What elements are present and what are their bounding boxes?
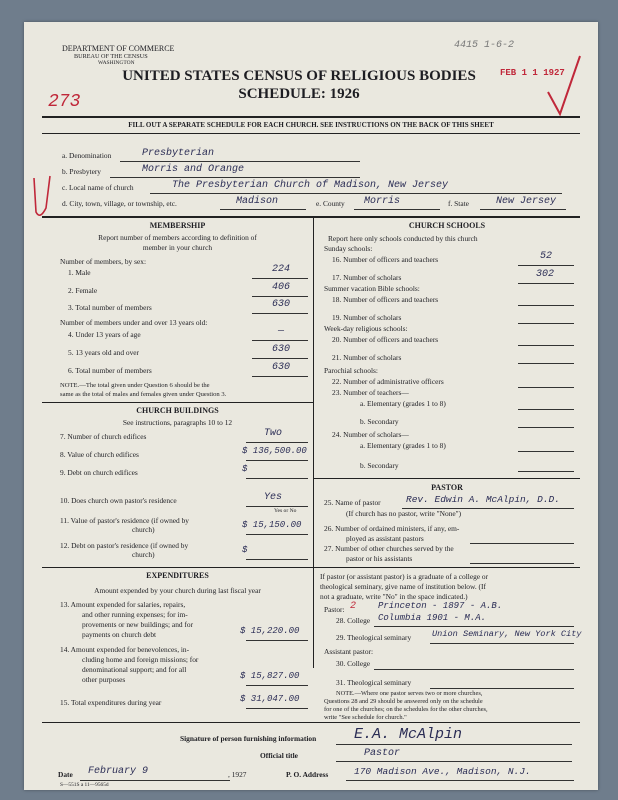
q12-label-cont: church) bbox=[132, 550, 155, 559]
q10-label: 10. Does church own pastor's residence bbox=[60, 496, 177, 505]
local-name-label: c. Local name of church bbox=[62, 183, 134, 192]
q14-benevolences-value: $ 15,827.00 bbox=[240, 671, 300, 681]
census-schedule-sheet bbox=[24, 22, 598, 790]
q4-label: 4. Under 13 years of age bbox=[68, 330, 141, 339]
q1-label: 1. Male bbox=[68, 268, 91, 277]
schedule-title: SCHEDULE: 1926 bbox=[238, 86, 360, 102]
q11-label: 11. Value of pastor's residence (if owned by bbox=[60, 516, 189, 525]
q14-label: 14. Amount expended for benevolences, in- bbox=[60, 645, 190, 654]
q13-label: 13. Amount expended for salaries, repairs, bbox=[60, 600, 186, 609]
q1-male-value: 224 bbox=[272, 264, 291, 275]
department-label: DEPARTMENT OF COMMERCE bbox=[62, 44, 175, 53]
membership-title: MEMBERSHIP bbox=[149, 221, 206, 230]
q16-label: 16. Number of officers and teachers bbox=[332, 255, 439, 264]
pastor-title: PASTOR bbox=[431, 483, 463, 492]
parochial-schools-label: Parochial schools: bbox=[324, 366, 378, 375]
q25-label: 25. Name of pastor bbox=[324, 498, 381, 507]
schools-title: CHURCH SCHOOLS bbox=[408, 221, 486, 230]
q26-label-cont: ployed as assistant pastors bbox=[346, 534, 424, 543]
weekday-schools-label: Week-day religious schools: bbox=[324, 324, 408, 333]
q12-label: 12. Debt on pastor's residence (if owned by bbox=[60, 541, 189, 550]
signature-value: E.A. McAlpin bbox=[354, 726, 463, 743]
expenditures-subtitle: Amount expended by your church during last fiscal year bbox=[94, 586, 261, 595]
form-title: UNITED STATES CENSUS OF RELIGIOUS BODIES bbox=[122, 68, 476, 84]
po-address-value: 170 Madison Ave., Madison, N.J. bbox=[354, 766, 531, 777]
check-mark-icon bbox=[544, 52, 584, 122]
membership-intro-2: member in your church bbox=[142, 243, 213, 252]
pastor-note-2: Questions 28 and 29 should be answered only on the schedule bbox=[324, 698, 483, 705]
q22-label: 22. Number of administrative officers bbox=[332, 377, 444, 386]
q8-label: 8. Value of church edifices bbox=[60, 450, 139, 459]
membership-note-2: same as the total of males and females given under Question 3. bbox=[60, 391, 227, 398]
members-by-age-label: Number of members under and over 13 years old: bbox=[60, 318, 208, 327]
q3-label: 3. Total number of members bbox=[68, 303, 152, 312]
q24a-label: a. Elementary (grades 1 to 8) bbox=[360, 441, 446, 450]
signature-label: Signature of person furnishing information bbox=[180, 734, 317, 743]
denomination-label: a. Denomination bbox=[62, 151, 112, 160]
buildings-title: CHURCH BUILDINGS bbox=[136, 406, 219, 415]
q6-label: 6. Total number of members bbox=[68, 366, 152, 375]
q20-label: 20. Number of officers and teachers bbox=[332, 335, 439, 344]
q11-residence-value: $ 15,150.00 bbox=[242, 520, 302, 530]
q4-under13-value: — bbox=[278, 326, 285, 337]
membership-note-1: NOTE.—The total given under Question 6 should be the bbox=[60, 382, 210, 389]
margin-mark-icon bbox=[30, 172, 56, 222]
q24b-label: b. Secondary bbox=[360, 461, 399, 470]
year-value: , 1927 bbox=[228, 770, 247, 779]
q13-label-2: and other running expenses; for im- bbox=[82, 610, 188, 619]
vacation-schools-label: Summer vacation Bible schools: bbox=[324, 284, 420, 293]
instruction-banner: FILL OUT A SEPARATE SCHEDULE FOR EACH CHURCH. SEE INSTRUCTIONS ON THE BACK OF THIS SHEET bbox=[128, 121, 494, 129]
q13-label-3: provements or new buildings; and for bbox=[82, 620, 194, 629]
q30-label: 30. College bbox=[336, 659, 371, 668]
q14-label-3: denominational support; and for all bbox=[82, 665, 187, 674]
official-title-label: Official title bbox=[260, 751, 298, 760]
denomination-value: Presbyterian bbox=[142, 148, 215, 159]
q24-label: 24. Number of scholars— bbox=[332, 430, 409, 439]
q17-label: 17. Number of scholars bbox=[332, 273, 402, 282]
q26-label: 26. Number of ordained ministers, if any, em- bbox=[324, 524, 460, 533]
q11-label-cont: church) bbox=[132, 525, 155, 534]
q5-over13-value: 630 bbox=[272, 344, 291, 355]
pastor-sub-label: Pastor: bbox=[324, 605, 345, 614]
q29-label: 29. Theological seminary bbox=[336, 633, 412, 642]
membership-intro-1: Report number of members according to definition of bbox=[98, 233, 257, 242]
q14-label-4: other purposes bbox=[82, 675, 126, 684]
city-value: Madison bbox=[236, 196, 279, 207]
q3-total-value: 630 bbox=[272, 299, 291, 310]
members-by-sex-label: Number of members, by sex: bbox=[60, 257, 146, 266]
presbytery-label: b. Presbytery bbox=[62, 167, 101, 176]
q9-debt-value: $ bbox=[242, 464, 248, 474]
file-code: 4415 1-6-2 bbox=[454, 40, 515, 51]
q25-pastor-name-value: Rev. Edwin A. McAlpin, D.D. bbox=[406, 494, 560, 505]
q28-label: 28. College bbox=[336, 616, 371, 625]
q13-running-expenses-value: $ 15,220.00 bbox=[240, 626, 300, 636]
q31-label: 31. Theological seminary bbox=[336, 678, 412, 687]
q18-label: 18. Number of officers and teachers bbox=[332, 295, 439, 304]
q7-label: 7. Number of church edifices bbox=[60, 432, 147, 441]
graduate-instruction-1: If pastor (or assistant pastor) is a graduate of a college or bbox=[320, 572, 489, 581]
q23a-label: a. Elementary (grades 1 to 8) bbox=[360, 399, 446, 408]
q28-college-value-1: Princeton - 1897 - A.B. bbox=[378, 601, 503, 611]
q16-sunday-teachers-value: 52 bbox=[540, 251, 553, 262]
yes-or-no-hint: Yes or No bbox=[274, 508, 297, 514]
county-label: e. County bbox=[316, 199, 345, 208]
official-title-value: Pastor bbox=[364, 748, 401, 759]
q27-label-cont: pastor or his assistants bbox=[346, 554, 413, 563]
q8-edifice-value: $ 136,500.00 bbox=[242, 446, 307, 456]
received-date-stamp: FEB 1 1 1927 bbox=[500, 68, 565, 78]
pastor-note-1: NOTE.—Where one pastor serves two or more churches, bbox=[336, 690, 483, 697]
pastor-note-3: for one of the churches; on the schedules for the other churches, bbox=[324, 706, 488, 713]
handwritten-number: 273 bbox=[48, 92, 81, 112]
expenditures-title: EXPENDITURES bbox=[146, 571, 209, 580]
q13-label-4: payments on church debt bbox=[82, 630, 157, 639]
state-label: f. State bbox=[448, 199, 469, 208]
presbytery-value: Morris and Orange bbox=[142, 164, 245, 175]
date-value: February 9 bbox=[88, 766, 149, 777]
q14-label-2: cluding home and foreign missions; for bbox=[82, 655, 199, 664]
po-address-label: P. O. Address bbox=[286, 770, 329, 779]
graduate-instruction-2: theological seminary, give name of institution below. (If bbox=[320, 582, 486, 591]
q23b-label: b. Secondary bbox=[360, 417, 399, 426]
buildings-subtitle: See instructions, paragraphs 10 to 12 bbox=[122, 418, 233, 427]
date-label: Date bbox=[58, 770, 73, 779]
state-value: New Jersey bbox=[496, 196, 557, 207]
pastor-sub-mark: 2 bbox=[350, 601, 357, 612]
q15-label: 15. Total expenditures during year bbox=[60, 698, 162, 707]
q7-edifices-value: Two bbox=[264, 428, 283, 439]
q9-label: 9. Debt on church edifices bbox=[60, 468, 138, 477]
q12-debt-value: $ bbox=[242, 545, 248, 555]
q2-female-value: 406 bbox=[272, 282, 291, 293]
sunday-schools-label: Sunday schools: bbox=[324, 244, 373, 253]
q5-label: 5. 13 years old and over bbox=[68, 348, 140, 357]
form-number: S—551S a 11—9565d bbox=[60, 782, 109, 788]
q15-total-value: $ 31,047.00 bbox=[240, 694, 300, 704]
county-value: Morris bbox=[364, 196, 401, 207]
q6-total-value: 630 bbox=[272, 362, 291, 373]
q25-note: (If church has no pastor, write "None") bbox=[346, 509, 462, 518]
q10-residence-value: Yes bbox=[264, 492, 283, 503]
q23-label: 23. Number of teachers— bbox=[332, 388, 409, 397]
local-name-value: The Presbyterian Church of Madison, New Jersey bbox=[172, 180, 449, 191]
graduate-instruction-3: not a graduate, write "No" in the space indicated.) bbox=[320, 592, 468, 601]
q17-sunday-scholars-value: 302 bbox=[536, 269, 555, 280]
schools-intro: Report here only schools conducted by this church bbox=[328, 234, 478, 243]
q28-college-value-2: Columbia 1901 - M.A. bbox=[378, 613, 487, 623]
city-field-label: d. City, town, village, or township, etc. bbox=[62, 199, 177, 208]
city-label: WASHINGTON bbox=[98, 60, 135, 66]
q2-label: 2. Female bbox=[68, 286, 98, 295]
bureau-label: BUREAU OF THE CENSUS bbox=[74, 53, 148, 60]
q27-label: 27. Number of other churches served by the bbox=[324, 544, 454, 553]
q21-label: 21. Number of scholars bbox=[332, 353, 402, 362]
q19-label: 19. Number of scholars bbox=[332, 313, 402, 322]
assistant-pastor-label: Assistant pastor: bbox=[324, 647, 374, 656]
pastor-note-4: write "See schedule for church." bbox=[324, 714, 407, 721]
q29-seminary-value: Union Seminary, New York City bbox=[432, 629, 582, 639]
